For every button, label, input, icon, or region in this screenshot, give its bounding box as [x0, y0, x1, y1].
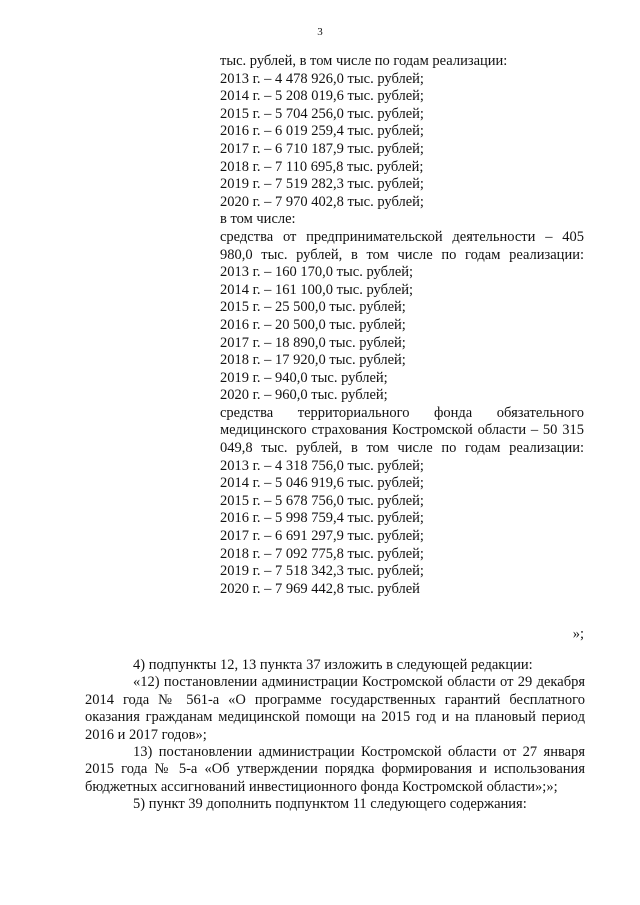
year-line: 2014 г. – 161 100,0 тыс. рублей;	[220, 281, 414, 298]
year-line: 2014 г. – 5 046 919,6 тыс. рублей;	[220, 475, 424, 492]
business-funding-text: средства от предпринимательской деятельности – 405 980,0 тыс. рублей, в том числе по годам реализации:	[220, 228, 584, 263]
year-line: 2013 г. – 4 478 926,0 тыс. рублей;	[220, 70, 424, 87]
year-line: 2017 г. – 6 691 297,9 тыс. рублей;	[220, 528, 424, 545]
year-line: 2015 г. – 5 704 256,0 тыс. рублей;	[220, 105, 424, 122]
page-number: 3	[317, 26, 323, 38]
year-line: 2017 г. – 18 890,0 тыс. рублей;	[220, 334, 406, 351]
funding-column	[220, 53, 584, 598]
year-line: 2019 г. – 940,0 тыс. рублей;	[220, 369, 388, 386]
year-line: 2020 г. – 960,0 тыс. рублей;	[220, 387, 388, 404]
intro-line: тыс. рублей, в том числе по годам реализации:	[220, 53, 508, 69]
year-line: 2019 г. – 7 518 342,3 тыс. рублей;	[220, 563, 424, 580]
year-line: 2013 г. – 4 318 756,0 тыс. рублей;	[220, 457, 424, 474]
year-line: 2016 г. – 6 019 259,4 тыс. рублей;	[220, 123, 424, 140]
year-line: 2015 г. – 25 500,0 тыс. рублей;	[220, 299, 406, 316]
year-line: 2013 г. – 160 170,0 тыс. рублей;	[220, 264, 414, 281]
year-line: 2020 г. – 7 970 402,8 тыс. рублей;	[220, 193, 424, 210]
year-line: 2018 г. – 7 092 775,8 тыс. рублей;	[220, 545, 424, 562]
year-line: 2019 г. – 7 519 282,3 тыс. рублей;	[220, 176, 424, 193]
year-line: 2017 г. – 6 710 187,9 тыс. рублей;	[220, 140, 424, 157]
insurance-funding-text: средства территориального фонда обязательного медицинского страхования Костромской области – 50 315 049,8 тыс. рублей, в том числе по годам реализации:	[220, 404, 584, 457]
paragraph: 5) пункт 39 дополнить подпунктом 11 следующего содержания:	[133, 796, 527, 813]
year-line: 2016 г. – 20 500,0 тыс. рублей;	[220, 316, 406, 333]
closing-quote: »;	[572, 626, 584, 642]
year-line: 2016 г. – 5 998 759,4 тыс. рублей;	[220, 510, 424, 527]
including-label: в том числе:	[220, 211, 296, 228]
year-line: 2014 г. – 5 208 019,6 тыс. рублей;	[220, 88, 424, 105]
year-line: 2015 г. – 5 678 756,0 тыс. рублей;	[220, 492, 424, 509]
year-line: 2018 г. – 7 110 695,8 тыс. рублей;	[220, 158, 424, 175]
amendments-text	[85, 657, 585, 814]
year-line: 2018 г. – 17 920,0 тыс. рублей;	[220, 352, 406, 369]
paragraph: «12) постановлении администрации Костромской области от 29 декабря 2014 года № 561-а «О программе государственных гарантий бесплатного оказания гражданам медицинской помощи на 2015 год и на плановый период 2016 и 2017 годов»;	[85, 674, 585, 743]
paragraph: 13) постановлении администрации Костромской области от 27 января 2015 года № 5-а «Об утверждении порядка формирования и использования бюджетных ассигнований инвестиционного фонда Костромской области»;»;	[85, 744, 585, 795]
paragraph: 4) подпункты 12, 13 пункта 37 изложить в следующей редакции:	[133, 657, 533, 673]
year-line: 2020 г. – 7 969 442,8 тыс. рублей	[220, 580, 420, 597]
